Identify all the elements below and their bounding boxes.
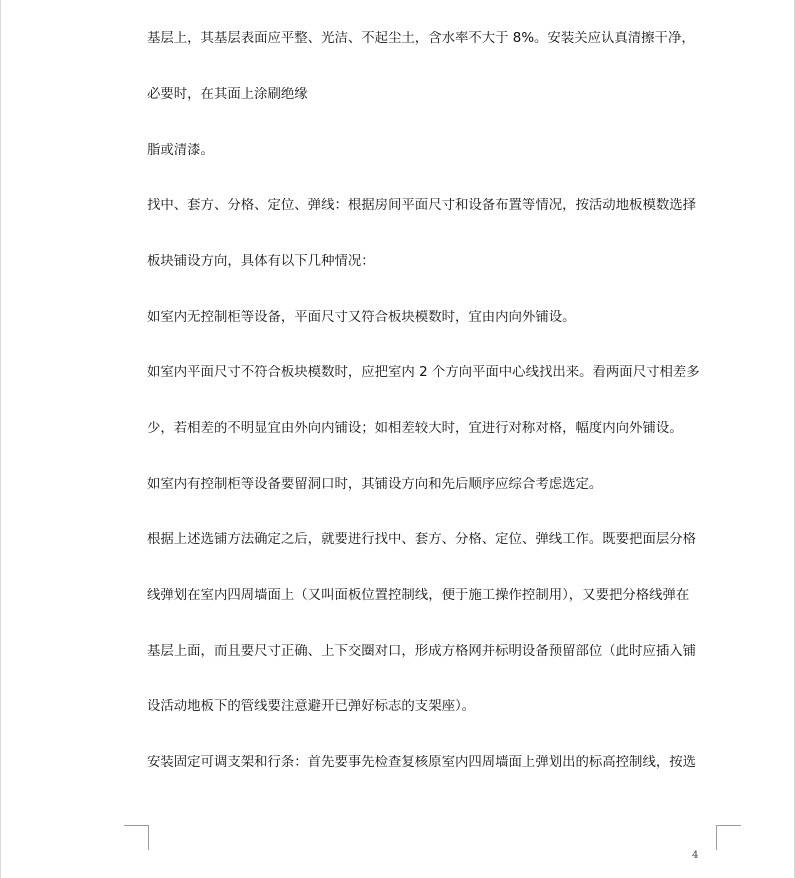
margin-corner-mark-right [716, 825, 741, 850]
text-line: 必要时，在其面上涂刷绝缘 [147, 87, 308, 102]
text-line: 如室内无控制柜等设备，平面尺寸又符合板块模数时，宜由内向外铺设。 [147, 310, 576, 325]
text-line: 如室内平面尺寸不符合板块模数时，应把室内 2 个方向平面中心线找出来。看两面尺寸相差多 [147, 365, 700, 380]
text-line: 少，若相差的不明显宜由外向内铺设；如相差较大时，宜进行对称对格，幅度内向外铺设。 [147, 421, 683, 436]
text-line: 安装固定可调支架和行条：首先要事先检查复核原室内四周墙面上弹划出的标高控制线，按选 [147, 755, 697, 770]
text-line: 板块铺设方向，具体有以下几种情况： [147, 254, 375, 269]
text-line: 设活动地板下的管线要注意避开已弹好标志的支架座）。 [147, 699, 476, 714]
text-line: 根据上述选铺方法确定之后，就要进行找中、套方、分格、定位、弹线工作。既要把面层分格 [147, 532, 697, 547]
text-line: 基层上面，而且要尺寸正确、上下交圈对口，形成方格网并标明设备预留部位（此时应插入铺 [147, 644, 697, 659]
margin-corner-mark-left [124, 825, 149, 850]
text-line: 线弹划在室内四周墙面上（又叫面板位置控制线，便于施工操作控制用），又要把分格线弹在 [147, 588, 690, 603]
page-number: 4 [692, 850, 699, 861]
text-line: 找中、套方、分格、定位、弹线：根据房间平面尺寸和设备布置等情况，按活动地板模数选择 [147, 198, 697, 213]
page-left-edge [0, 0, 1, 878]
text-line: 脂或清漆。 [147, 143, 214, 158]
text-line: 如室内有控制柜等设备要留洞口时，其铺设方向和先后顺序应综合考虑选定。 [147, 477, 603, 492]
text-line: 基层上，其基层表面应平整、光洁、不起尘土，含水率不大于 8%。安装关应认真清擦干净， [147, 31, 695, 46]
